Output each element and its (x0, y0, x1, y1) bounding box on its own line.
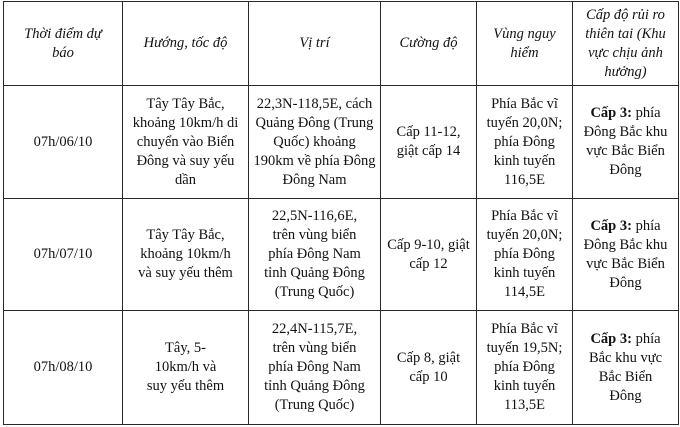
cell-direction: Tây, 5-10km/h và suy yếu thêm (123, 311, 249, 425)
cell-risk (573, 311, 679, 425)
risk-area-text: phía Bắc khu vực Bắc Biển Đông (588, 330, 663, 404)
cell-intensity: Cấp 9-10, giật cấp 12 (381, 198, 477, 311)
cell-intensity: Cấp 8, giật cấp 10 (381, 311, 477, 425)
cell-danger-zone: Phía Bắc vĩ tuyến 19,5N; phía Đông kinh tuyến 113,5E (477, 311, 573, 425)
cell-intensity: Cấp 11-12, giật cấp 14 (381, 86, 477, 199)
table-row (4, 311, 679, 425)
cell-position: 22,3N-118,5E, cách Quảng Đông (Trung Quốc) khoảng 190km về phía Đông Đông Nam (249, 86, 381, 199)
header-direction: Hướng, tốc độ (123, 2, 249, 86)
risk-area-text: phía Đông Bắc khu vực Bắc Biển Đông (583, 105, 668, 179)
cell-time: 07h/06/10 (4, 86, 123, 199)
cell-time: 07h/07/10 (4, 198, 123, 311)
cell-direction: Tây Tây Bắc, khoảng 10km/h di chuyển vào Biển Đông và suy yếu dần (123, 86, 249, 199)
table-row (4, 86, 679, 199)
table-row (4, 198, 679, 311)
risk-level-label: Cấp 3: (590, 217, 632, 234)
risk-level-label: Cấp 3: (590, 330, 632, 347)
table-header-row (4, 2, 679, 86)
cell-direction: Tây Tây Bắc, khoảng 10km/h và suy yếu thêm (123, 198, 249, 311)
cell-risk (573, 198, 679, 311)
cell-position: 22,5N-116,6E, trên vùng biển phía Đông Nam tỉnh Quảng Đông (Trung Quốc) (249, 198, 381, 311)
risk-area-text: phía Đông Bắc khu vực Bắc Biển Đông (583, 217, 668, 291)
header-position: Vị trí (249, 2, 381, 86)
header-time: Thời điểm dự báo (4, 2, 123, 86)
cell-risk (573, 86, 679, 199)
cell-time: 07h/08/10 (4, 311, 123, 425)
cell-danger-zone: Phía Bắc vĩ tuyến 20,0N; phía Đông kinh tuyến 116,5E (477, 86, 573, 199)
header-danger-zone: Vùng nguy hiểm (477, 2, 573, 86)
forecast-table (3, 1, 679, 425)
cell-position: 22,4N-115,7E, trên vùng biển phía Đông Nam tỉnh Quảng Đông (Trung Quốc) (249, 311, 381, 425)
risk-level-label: Cấp 3: (590, 105, 632, 122)
cell-danger-zone: Phía Bắc vĩ tuyến 20,0N; phía Đông kinh tuyến 114,5E (477, 198, 573, 311)
header-risk-level: Cấp độ rủi ro thiên tai (Khu vực chịu ảnh hưởng) (573, 2, 679, 86)
header-intensity: Cường độ (381, 2, 477, 86)
